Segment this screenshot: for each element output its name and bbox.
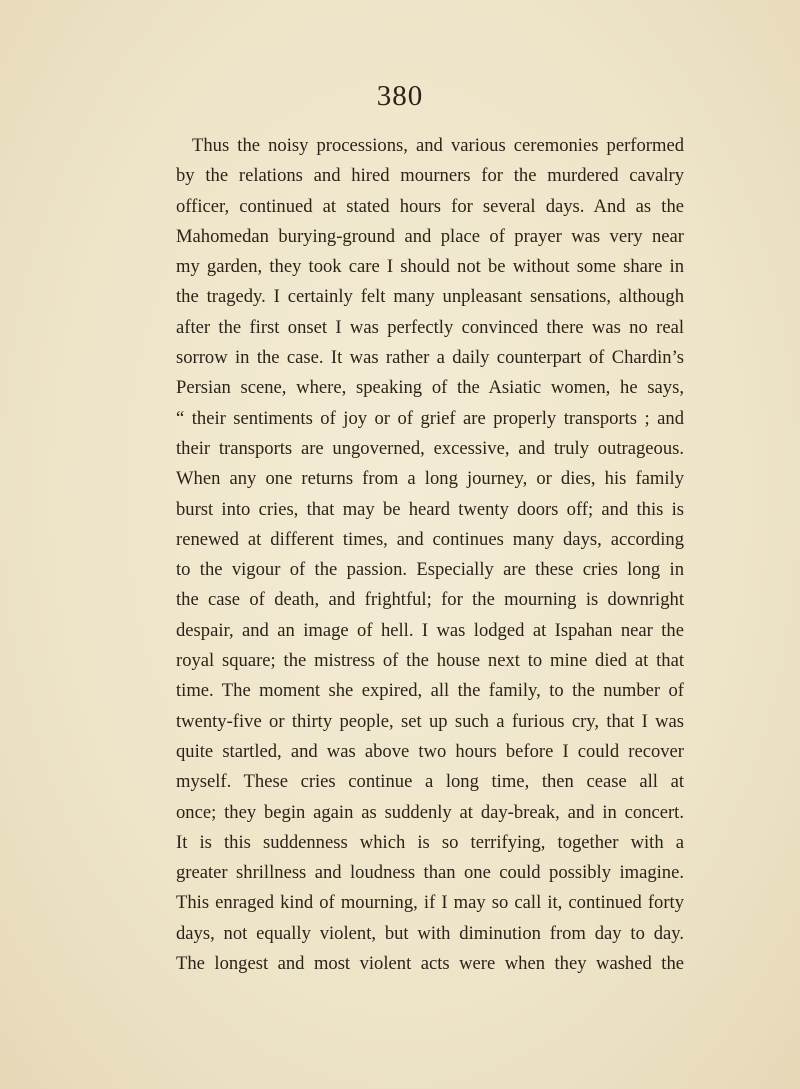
text-line: It is this suddenness which is so terrifying, together with a	[176, 831, 684, 853]
text-line: sorrow in the case. It was rather a daily counterpart of Chardin’s	[176, 347, 684, 369]
text-line: Thus the noisy processions, and various ceremonies performed	[192, 135, 684, 156]
text-line: When any one returns from a long journey, or dies, his family	[176, 468, 684, 490]
text-line: days, not equally violent, but with diminution from day to day.	[176, 922, 684, 944]
text-line: despair, and an image of hell. I was lodged at Ispahan near the	[176, 619, 684, 641]
page-number: 380	[376, 80, 424, 112]
text-line: burst into cries, that may be heard twenty doors off; and this is	[176, 498, 684, 520]
text-line: Mahomedan burying-ground and place of prayer was very near	[176, 225, 684, 247]
body-text	[176, 131, 684, 979]
text-line: greater shrillness and loudness than one could possibly imagine.	[176, 862, 684, 884]
text-line: to the vigour of the passion. Especially are these cries long in	[176, 559, 684, 581]
text-line: Persian scene, where, speaking of the Asiatic women, he says,	[176, 377, 684, 399]
text-line: the tragedy. I certainly felt many unpleasant sensations, although	[176, 286, 684, 308]
text-line: twenty-five or thirty people, set up such a furious cry, that I was	[176, 710, 684, 732]
text-line: my garden, they took care I should not be without some share in	[176, 256, 684, 278]
text-line: renewed at different times, and continues many days, according	[176, 528, 684, 550]
text-line: the case of death, and frightful; for the mourning is downright	[176, 589, 684, 611]
text-line: officer, continued at stated hours for several days. And as the	[176, 195, 684, 217]
text-line: by the relations and hired mourners for the murdered cavalry	[176, 165, 684, 187]
text-line: their transports are ungoverned, excessive, and truly outrageous.	[176, 437, 684, 459]
text-line: This enraged kind of mourning, if I may so call it, continued forty	[176, 892, 684, 914]
text-line: quite startled, and was above two hours before I could recover	[176, 740, 684, 762]
text-line: royal square; the mistress of the house next to mine died at that	[176, 650, 684, 672]
text-line: after the first onset I was perfectly convinced there was no real	[176, 316, 684, 338]
text-line: myself. These cries continue a long time, then cease all at	[176, 771, 684, 793]
text-line: time. The moment she expired, all the family, to the number of	[176, 680, 684, 702]
text-line: once; they begin again as suddenly at day-break, and in concert.	[176, 801, 684, 823]
text-line: “ their sentiments of joy or of grief are properly transports ; and	[176, 407, 684, 429]
text-line: The longest and most violent acts were when they washed the	[176, 953, 684, 975]
